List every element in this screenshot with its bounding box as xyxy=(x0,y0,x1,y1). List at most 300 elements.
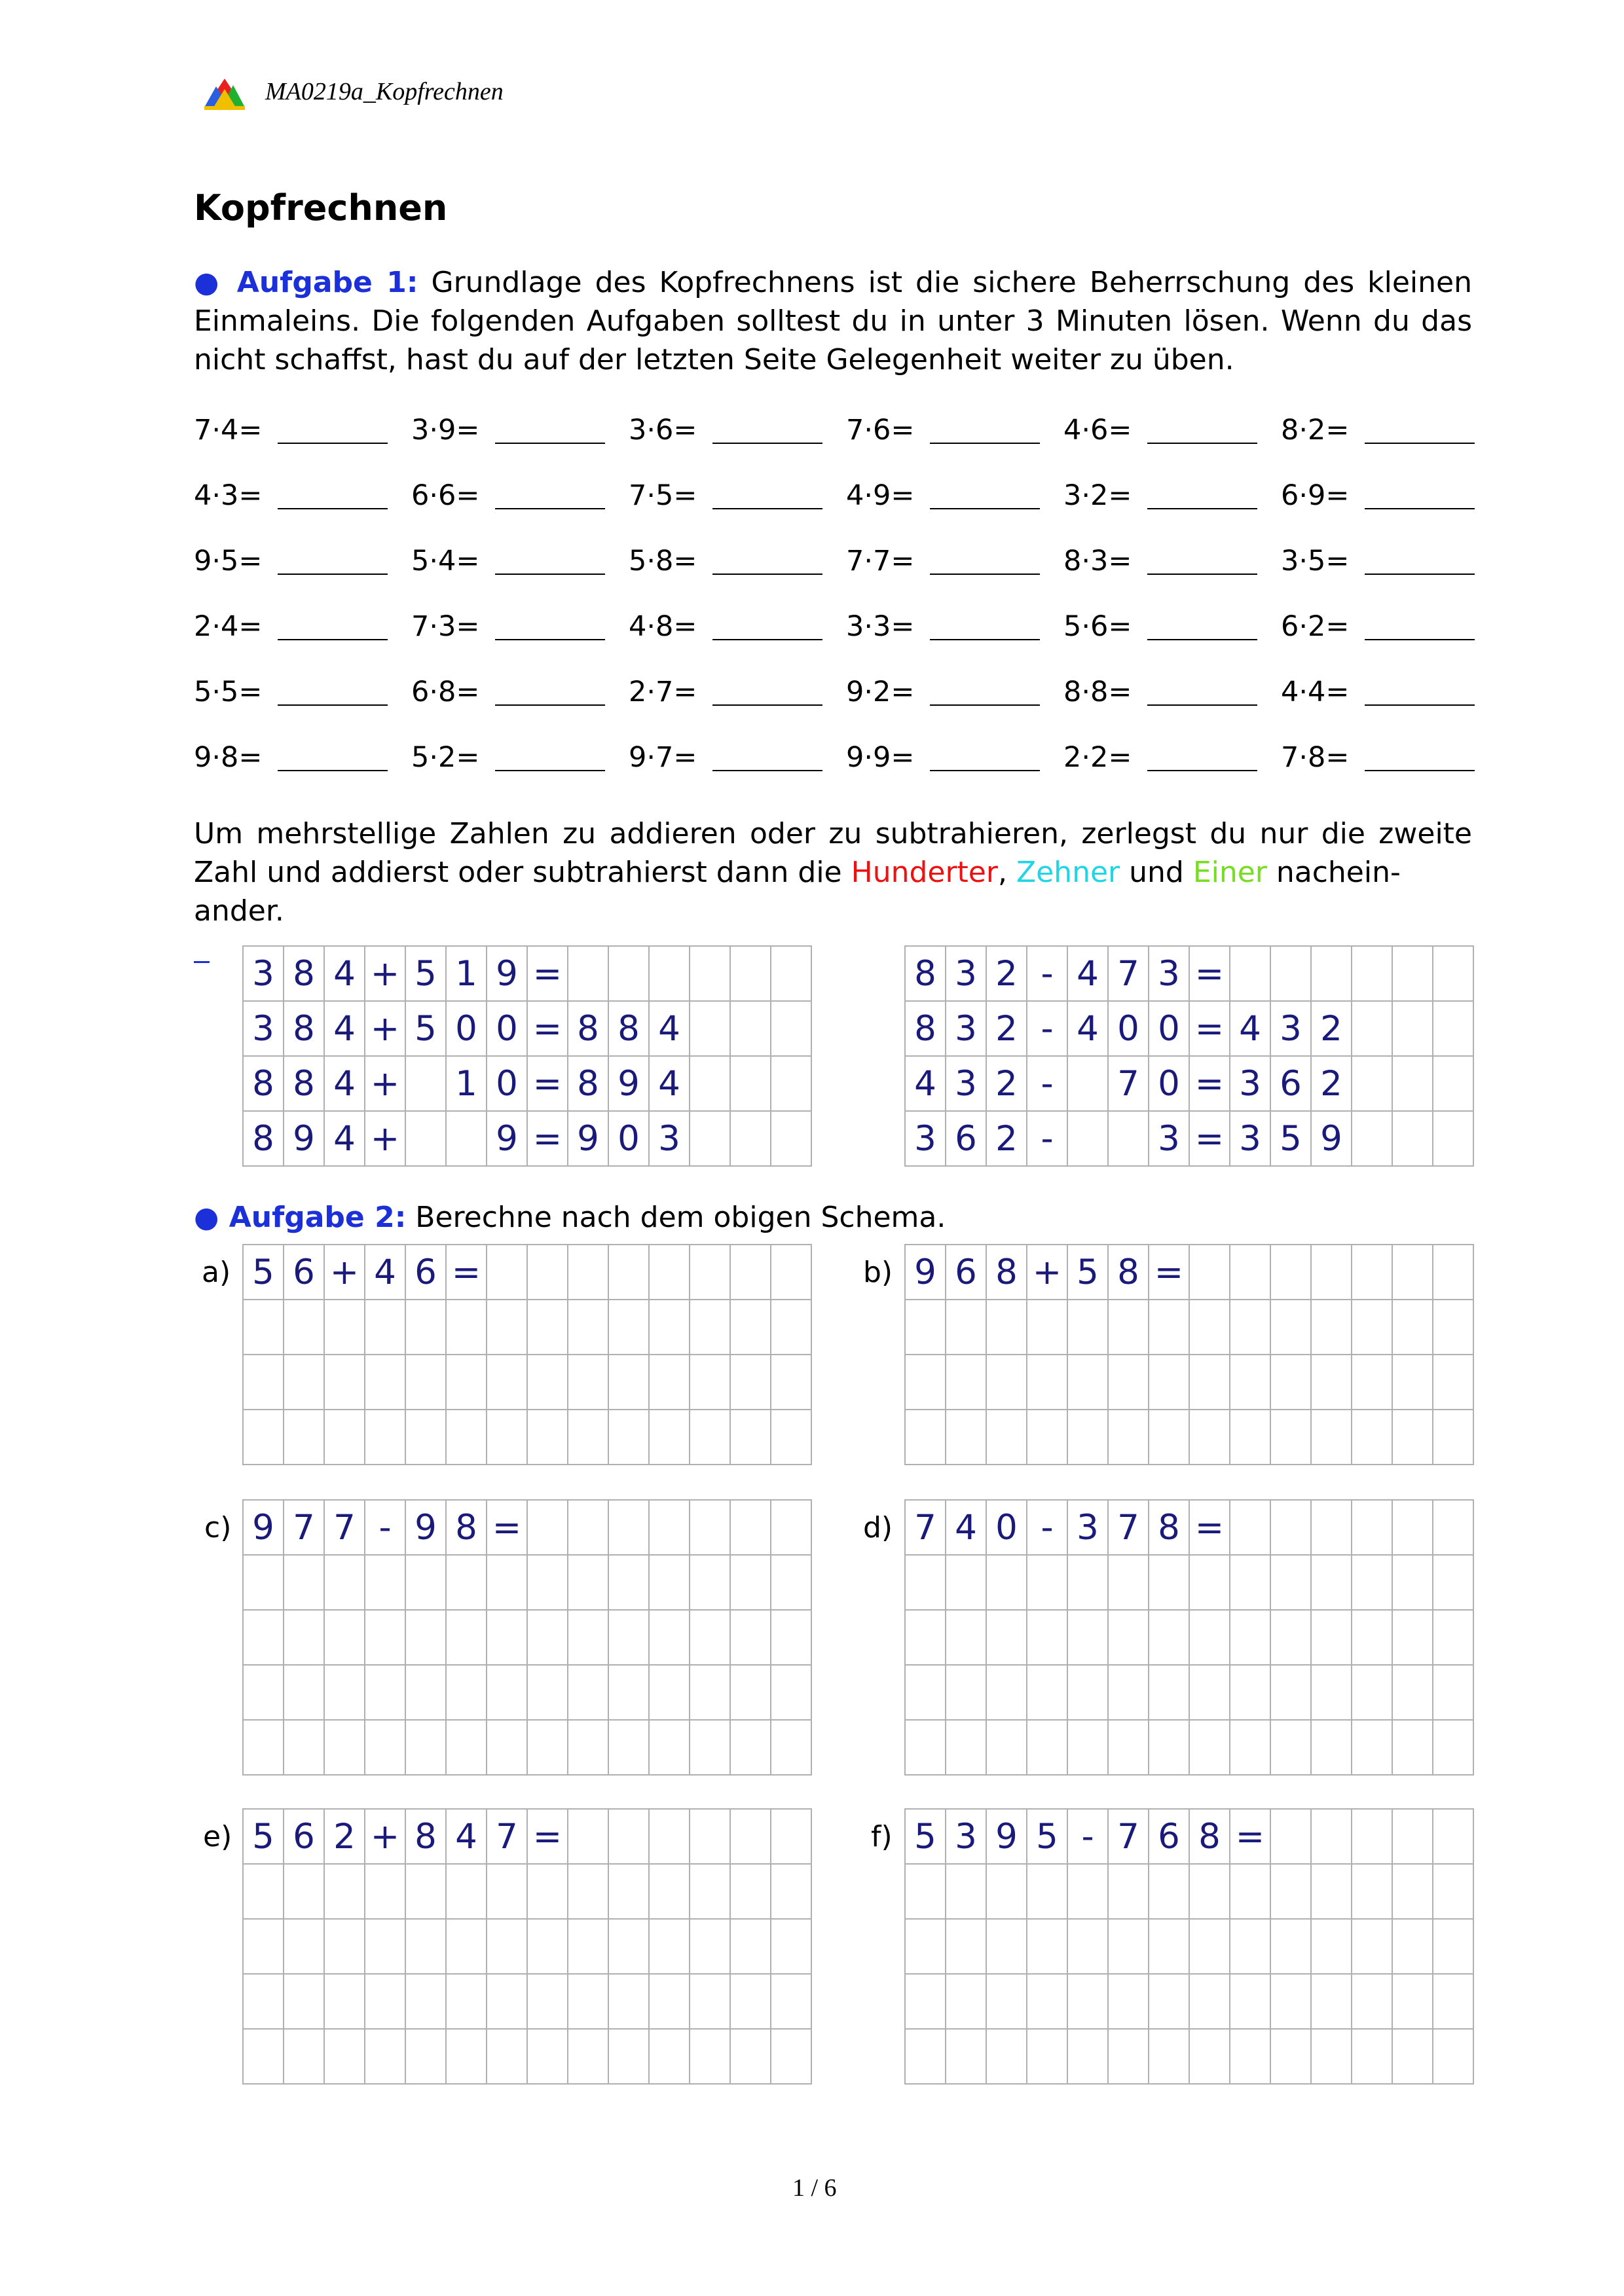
grid-cell[interactable] xyxy=(487,1864,527,1919)
grid-cell[interactable] xyxy=(730,2029,771,2084)
grid-cell[interactable] xyxy=(986,1300,1027,1355)
answer-blank[interactable] xyxy=(278,574,388,575)
grid-cell[interactable] xyxy=(446,1720,487,1775)
grid-cell[interactable] xyxy=(1433,1720,1473,1775)
grid-cell[interactable] xyxy=(1433,1355,1473,1410)
grid-cell[interactable] xyxy=(649,1864,690,1919)
grid-cell[interactable] xyxy=(986,1919,1027,1974)
grid-cell[interactable] xyxy=(1311,1555,1352,1610)
grid-cell[interactable] xyxy=(1270,1555,1311,1610)
grid-cell[interactable] xyxy=(284,1355,324,1410)
grid-cell[interactable] xyxy=(1189,1410,1230,1465)
grid-cell[interactable] xyxy=(1392,2029,1433,2084)
grid-cell[interactable] xyxy=(243,1919,284,1974)
grid-cell[interactable] xyxy=(1230,2029,1270,2084)
answer-blank[interactable] xyxy=(1365,508,1475,509)
grid-cell[interactable] xyxy=(324,1355,365,1410)
grid-cell[interactable] xyxy=(771,1300,811,1355)
grid-cell[interactable] xyxy=(568,2029,608,2084)
grid-cell[interactable] xyxy=(1352,1300,1392,1355)
grid-cell[interactable] xyxy=(1433,1919,1473,1974)
grid-cell[interactable] xyxy=(986,1555,1027,1610)
grid-cell[interactable] xyxy=(771,1355,811,1410)
answer-blank[interactable] xyxy=(712,508,822,509)
grid-cell[interactable] xyxy=(1027,1864,1067,1919)
grid-cell[interactable] xyxy=(946,1974,986,2029)
answer-blank[interactable] xyxy=(712,639,822,640)
grid-cell[interactable] xyxy=(1311,1300,1352,1355)
grid-cell[interactable] xyxy=(405,1410,446,1465)
answer-blank[interactable] xyxy=(712,704,822,706)
grid-cell[interactable] xyxy=(527,1355,568,1410)
grid-cell[interactable] xyxy=(324,1410,365,1465)
grid-cell[interactable] xyxy=(946,2029,986,2084)
grid-cell[interactable] xyxy=(1392,1355,1433,1410)
grid-cell[interactable] xyxy=(690,2029,730,2084)
grid-cell[interactable] xyxy=(284,1300,324,1355)
grid-cell[interactable] xyxy=(690,1864,730,1919)
grid-cell[interactable] xyxy=(649,1300,690,1355)
grid-cell[interactable] xyxy=(284,1720,324,1775)
grid-cell[interactable] xyxy=(1311,1864,1352,1919)
grid-cell[interactable] xyxy=(1311,1974,1352,2029)
grid-cell[interactable] xyxy=(243,2029,284,2084)
grid-cell[interactable] xyxy=(730,1864,771,1919)
grid-cell[interactable] xyxy=(1027,1919,1067,1974)
grid-cell[interactable] xyxy=(1149,1665,1189,1720)
grid-cell[interactable] xyxy=(1027,1355,1067,1410)
grid-cell[interactable] xyxy=(324,1665,365,1720)
answer-blank[interactable] xyxy=(930,574,1040,575)
grid-cell[interactable] xyxy=(771,1720,811,1775)
grid-cell[interactable] xyxy=(730,1720,771,1775)
grid-cell[interactable] xyxy=(730,1355,771,1410)
grid-cell[interactable] xyxy=(690,1610,730,1665)
grid-cell[interactable] xyxy=(527,1555,568,1610)
grid-cell[interactable] xyxy=(905,1300,946,1355)
grid-cell[interactable] xyxy=(487,1610,527,1665)
grid-cell[interactable] xyxy=(1392,1555,1433,1610)
grid-cell[interactable] xyxy=(1392,1974,1433,2029)
grid-cell[interactable] xyxy=(365,1919,405,1974)
grid-cell[interactable] xyxy=(284,1610,324,1665)
grid-cell[interactable] xyxy=(905,1974,946,2029)
grid-cell[interactable] xyxy=(608,1720,649,1775)
grid-cell[interactable] xyxy=(1149,1410,1189,1465)
grid-cell[interactable] xyxy=(1189,1665,1230,1720)
grid-cell[interactable] xyxy=(1230,1864,1270,1919)
grid-cell[interactable] xyxy=(986,1974,1027,2029)
grid-cell[interactable] xyxy=(1352,2029,1392,2084)
grid-cell[interactable] xyxy=(365,1555,405,1610)
grid-cell[interactable] xyxy=(1352,1355,1392,1410)
grid-cell[interactable] xyxy=(284,1919,324,1974)
answer-blank[interactable] xyxy=(930,770,1040,771)
grid-cell[interactable] xyxy=(568,1720,608,1775)
grid-cell[interactable] xyxy=(1067,1919,1108,1974)
grid-cell[interactable] xyxy=(405,1300,446,1355)
grid-cell[interactable] xyxy=(1433,1864,1473,1919)
grid-cell[interactable] xyxy=(1433,1410,1473,1465)
grid-cell[interactable] xyxy=(1027,1665,1067,1720)
grid-cell[interactable] xyxy=(946,1410,986,1465)
grid-cell[interactable] xyxy=(1189,1974,1230,2029)
grid-cell[interactable] xyxy=(568,1665,608,1720)
grid-cell[interactable] xyxy=(568,1300,608,1355)
grid-cell[interactable] xyxy=(1067,1720,1108,1775)
grid-cell[interactable] xyxy=(284,1665,324,1720)
grid-cell[interactable] xyxy=(446,1355,487,1410)
grid-cell[interactable] xyxy=(649,1974,690,2029)
grid-cell[interactable] xyxy=(1149,1864,1189,1919)
grid-cell[interactable] xyxy=(405,1864,446,1919)
grid-cell[interactable] xyxy=(365,1720,405,1775)
grid-cell[interactable] xyxy=(1027,1610,1067,1665)
answer-blank[interactable] xyxy=(278,639,388,640)
grid-cell[interactable] xyxy=(1027,1974,1067,2029)
answer-blank[interactable] xyxy=(495,443,605,444)
answer-blank[interactable] xyxy=(712,574,822,575)
grid-cell[interactable] xyxy=(1270,1300,1311,1355)
answer-blank[interactable] xyxy=(1147,443,1257,444)
grid-cell[interactable] xyxy=(527,1665,568,1720)
answer-blank[interactable] xyxy=(495,704,605,706)
grid-cell[interactable] xyxy=(1067,1610,1108,1665)
grid-cell[interactable] xyxy=(1149,1355,1189,1410)
grid-cell[interactable] xyxy=(946,1864,986,1919)
grid-cell[interactable] xyxy=(905,1610,946,1665)
grid-cell[interactable] xyxy=(946,1300,986,1355)
grid-cell[interactable] xyxy=(1149,1555,1189,1610)
grid-cell[interactable] xyxy=(527,1720,568,1775)
grid-cell[interactable] xyxy=(324,1974,365,2029)
answer-blank[interactable] xyxy=(1147,574,1257,575)
grid-cell[interactable] xyxy=(1027,1410,1067,1465)
grid-cell[interactable] xyxy=(446,1665,487,1720)
grid-cell[interactable] xyxy=(487,1410,527,1465)
grid-cell[interactable] xyxy=(487,1720,527,1775)
grid-cell[interactable] xyxy=(1108,1974,1149,2029)
grid-cell[interactable] xyxy=(487,1974,527,2029)
grid-cell[interactable] xyxy=(986,1665,1027,1720)
grid-cell[interactable] xyxy=(568,1410,608,1465)
grid-cell[interactable] xyxy=(365,2029,405,2084)
grid-cell[interactable] xyxy=(324,1300,365,1355)
grid-cell[interactable] xyxy=(1270,1355,1311,1410)
grid-cell[interactable] xyxy=(946,1610,986,1665)
grid-cell[interactable] xyxy=(1311,1665,1352,1720)
grid-cell[interactable] xyxy=(946,1720,986,1775)
grid-cell[interactable] xyxy=(568,1919,608,1974)
grid-cell[interactable] xyxy=(1230,1410,1270,1465)
answer-blank[interactable] xyxy=(1365,574,1475,575)
grid-cell[interactable] xyxy=(284,2029,324,2084)
grid-cell[interactable] xyxy=(284,1410,324,1465)
grid-cell[interactable] xyxy=(365,1610,405,1665)
grid-cell[interactable] xyxy=(1027,1720,1067,1775)
grid-cell[interactable] xyxy=(690,1720,730,1775)
grid-cell[interactable] xyxy=(527,1300,568,1355)
grid-cell[interactable] xyxy=(1311,2029,1352,2084)
grid-cell[interactable] xyxy=(568,1355,608,1410)
grid-cell[interactable] xyxy=(1433,1300,1473,1355)
grid-cell[interactable] xyxy=(324,1919,365,1974)
grid-cell[interactable] xyxy=(1392,1665,1433,1720)
grid-cell[interactable] xyxy=(243,1864,284,1919)
grid-cell[interactable] xyxy=(986,2029,1027,2084)
grid-cell[interactable] xyxy=(446,1300,487,1355)
grid-cell[interactable] xyxy=(405,1720,446,1775)
grid-cell[interactable] xyxy=(946,1355,986,1410)
grid-cell[interactable] xyxy=(1067,1864,1108,1919)
grid-cell[interactable] xyxy=(1230,1300,1270,1355)
grid-cell[interactable] xyxy=(1433,1555,1473,1610)
grid-cell[interactable] xyxy=(771,1410,811,1465)
answer-blank[interactable] xyxy=(1365,704,1475,706)
grid-cell[interactable] xyxy=(905,1919,946,1974)
grid-cell[interactable] xyxy=(365,1974,405,2029)
grid-cell[interactable] xyxy=(608,1919,649,1974)
grid-cell[interactable] xyxy=(1149,1300,1189,1355)
grid-cell[interactable] xyxy=(1189,1720,1230,1775)
grid-cell[interactable] xyxy=(649,1355,690,1410)
grid-cell[interactable] xyxy=(365,1355,405,1410)
grid-cell[interactable] xyxy=(608,1555,649,1610)
grid-cell[interactable] xyxy=(1392,1864,1433,1919)
answer-blank[interactable] xyxy=(930,443,1040,444)
grid-cell[interactable] xyxy=(771,1610,811,1665)
grid-cell[interactable] xyxy=(487,1555,527,1610)
grid-cell[interactable] xyxy=(649,2029,690,2084)
grid-cell[interactable] xyxy=(1230,1720,1270,1775)
answer-blank[interactable] xyxy=(930,704,1040,706)
grid-cell[interactable] xyxy=(527,1919,568,1974)
grid-cell[interactable] xyxy=(730,1410,771,1465)
grid-cell[interactable] xyxy=(527,1864,568,1919)
grid-cell[interactable] xyxy=(1230,1355,1270,1410)
grid-cell[interactable] xyxy=(446,1410,487,1465)
grid-cell[interactable] xyxy=(365,1300,405,1355)
grid-cell[interactable] xyxy=(1270,2029,1311,2084)
grid-cell[interactable] xyxy=(1149,1919,1189,1974)
grid-cell[interactable] xyxy=(1027,1555,1067,1610)
answer-blank[interactable] xyxy=(930,508,1040,509)
grid-cell[interactable] xyxy=(1311,1355,1352,1410)
grid-cell[interactable] xyxy=(405,1974,446,2029)
grid-cell[interactable] xyxy=(1433,2029,1473,2084)
grid-cell[interactable] xyxy=(1352,1720,1392,1775)
grid-cell[interactable] xyxy=(690,1665,730,1720)
grid-cell[interactable] xyxy=(1108,1300,1149,1355)
grid-cell[interactable] xyxy=(905,2029,946,2084)
grid-cell[interactable] xyxy=(608,1610,649,1665)
answer-blank[interactable] xyxy=(1147,704,1257,706)
grid-cell[interactable] xyxy=(1189,2029,1230,2084)
answer-blank[interactable] xyxy=(1147,639,1257,640)
grid-cell[interactable] xyxy=(243,1355,284,1410)
answer-blank[interactable] xyxy=(278,443,388,444)
grid-cell[interactable] xyxy=(284,1974,324,2029)
grid-cell[interactable] xyxy=(1230,1555,1270,1610)
grid-cell[interactable] xyxy=(1149,1610,1189,1665)
grid-cell[interactable] xyxy=(446,1974,487,2029)
grid-cell[interactable] xyxy=(690,1555,730,1610)
grid-cell[interactable] xyxy=(284,1555,324,1610)
answer-blank[interactable] xyxy=(278,770,388,771)
grid-cell[interactable] xyxy=(690,1410,730,1465)
grid-cell[interactable] xyxy=(1108,1665,1149,1720)
grid-cell[interactable] xyxy=(1270,1410,1311,1465)
grid-cell[interactable] xyxy=(365,1665,405,1720)
grid-cell[interactable] xyxy=(608,1864,649,1919)
grid-cell[interactable] xyxy=(243,1665,284,1720)
grid-cell[interactable] xyxy=(1392,1720,1433,1775)
grid-cell[interactable] xyxy=(527,1410,568,1465)
grid-cell[interactable] xyxy=(1270,1610,1311,1665)
grid-cell[interactable] xyxy=(1352,1610,1392,1665)
grid-cell[interactable] xyxy=(1270,1665,1311,1720)
grid-cell[interactable] xyxy=(771,1555,811,1610)
grid-cell[interactable] xyxy=(1433,1665,1473,1720)
grid-cell[interactable] xyxy=(446,1864,487,1919)
grid-cell[interactable] xyxy=(649,1665,690,1720)
grid-cell[interactable] xyxy=(487,1355,527,1410)
grid-cell[interactable] xyxy=(1270,1864,1311,1919)
grid-cell[interactable] xyxy=(986,1355,1027,1410)
grid-cell[interactable] xyxy=(690,1974,730,2029)
grid-cell[interactable] xyxy=(1067,1555,1108,1610)
grid-cell[interactable] xyxy=(1027,1300,1067,1355)
grid-cell[interactable] xyxy=(1067,1974,1108,2029)
grid-cell[interactable] xyxy=(1108,1864,1149,1919)
grid-cell[interactable] xyxy=(405,1665,446,1720)
grid-cell[interactable] xyxy=(771,1974,811,2029)
grid-cell[interactable] xyxy=(1352,1665,1392,1720)
answer-blank[interactable] xyxy=(1147,770,1257,771)
grid-cell[interactable] xyxy=(1067,1355,1108,1410)
grid-cell[interactable] xyxy=(243,1410,284,1465)
grid-cell[interactable] xyxy=(405,1355,446,1410)
grid-cell[interactable] xyxy=(905,1864,946,1919)
grid-cell[interactable] xyxy=(608,2029,649,2084)
answer-blank[interactable] xyxy=(1365,770,1475,771)
grid-cell[interactable] xyxy=(771,2029,811,2084)
grid-cell[interactable] xyxy=(1149,1720,1189,1775)
grid-cell[interactable] xyxy=(690,1919,730,1974)
grid-cell[interactable] xyxy=(243,1300,284,1355)
grid-cell[interactable] xyxy=(608,1974,649,2029)
grid-cell[interactable] xyxy=(986,1610,1027,1665)
grid-cell[interactable] xyxy=(568,1864,608,1919)
grid-cell[interactable] xyxy=(243,1610,284,1665)
grid-cell[interactable] xyxy=(324,1555,365,1610)
grid-cell[interactable] xyxy=(1108,2029,1149,2084)
grid-cell[interactable] xyxy=(1067,1665,1108,1720)
grid-cell[interactable] xyxy=(905,1555,946,1610)
grid-cell[interactable] xyxy=(405,1555,446,1610)
grid-cell[interactable] xyxy=(446,1555,487,1610)
grid-cell[interactable] xyxy=(1189,1300,1230,1355)
grid-cell[interactable] xyxy=(527,2029,568,2084)
grid-cell[interactable] xyxy=(487,1665,527,1720)
grid-cell[interactable] xyxy=(1067,2029,1108,2084)
grid-cell[interactable] xyxy=(730,1919,771,1974)
grid-cell[interactable] xyxy=(487,1919,527,1974)
grid-cell[interactable] xyxy=(1067,1410,1108,1465)
grid-cell[interactable] xyxy=(1270,1919,1311,1974)
grid-cell[interactable] xyxy=(905,1720,946,1775)
answer-blank[interactable] xyxy=(930,639,1040,640)
grid-cell[interactable] xyxy=(1108,1410,1149,1465)
grid-cell[interactable] xyxy=(1352,1864,1392,1919)
grid-cell[interactable] xyxy=(1108,1610,1149,1665)
grid-cell[interactable] xyxy=(608,1300,649,1355)
grid-cell[interactable] xyxy=(649,1720,690,1775)
grid-cell[interactable] xyxy=(1230,1919,1270,1974)
grid-cell[interactable] xyxy=(1149,1974,1189,2029)
grid-cell[interactable] xyxy=(649,1610,690,1665)
grid-cell[interactable] xyxy=(1311,1919,1352,1974)
grid-cell[interactable] xyxy=(1230,1610,1270,1665)
answer-blank[interactable] xyxy=(1365,639,1475,640)
grid-cell[interactable] xyxy=(243,1974,284,2029)
grid-cell[interactable] xyxy=(1189,1355,1230,1410)
answer-blank[interactable] xyxy=(495,508,605,509)
grid-cell[interactable] xyxy=(1027,2029,1067,2084)
grid-cell[interactable] xyxy=(487,1300,527,1355)
answer-blank[interactable] xyxy=(495,639,605,640)
grid-cell[interactable] xyxy=(405,1919,446,1974)
grid-cell[interactable] xyxy=(446,2029,487,2084)
grid-cell[interactable] xyxy=(986,1410,1027,1465)
grid-cell[interactable] xyxy=(1189,1610,1230,1665)
grid-cell[interactable] xyxy=(405,2029,446,2084)
grid-cell[interactable] xyxy=(1311,1610,1352,1665)
grid-cell[interactable] xyxy=(1352,1974,1392,2029)
grid-cell[interactable] xyxy=(324,1610,365,1665)
grid-cell[interactable] xyxy=(730,1974,771,2029)
answer-blank[interactable] xyxy=(1147,508,1257,509)
grid-cell[interactable] xyxy=(771,1665,811,1720)
grid-cell[interactable] xyxy=(1230,1665,1270,1720)
grid-cell[interactable] xyxy=(730,1300,771,1355)
answer-blank[interactable] xyxy=(495,770,605,771)
grid-cell[interactable] xyxy=(1352,1410,1392,1465)
grid-cell[interactable] xyxy=(1311,1720,1352,1775)
grid-cell[interactable] xyxy=(690,1355,730,1410)
grid-cell[interactable] xyxy=(730,1610,771,1665)
grid-cell[interactable] xyxy=(365,1410,405,1465)
grid-cell[interactable] xyxy=(690,1300,730,1355)
grid-cell[interactable] xyxy=(446,1919,487,1974)
grid-cell[interactable] xyxy=(1392,1410,1433,1465)
grid-cell[interactable] xyxy=(649,1919,690,1974)
grid-cell[interactable] xyxy=(1392,1610,1433,1665)
grid-cell[interactable] xyxy=(1352,1555,1392,1610)
grid-cell[interactable] xyxy=(946,1665,986,1720)
grid-cell[interactable] xyxy=(771,1864,811,1919)
grid-cell[interactable] xyxy=(1352,1919,1392,1974)
grid-cell[interactable] xyxy=(324,2029,365,2084)
grid-cell[interactable] xyxy=(1433,1974,1473,2029)
grid-cell[interactable] xyxy=(771,1919,811,1974)
grid-cell[interactable] xyxy=(568,1610,608,1665)
grid-cell[interactable] xyxy=(608,1410,649,1465)
grid-cell[interactable] xyxy=(487,2029,527,2084)
answer-blank[interactable] xyxy=(712,443,822,444)
grid-cell[interactable] xyxy=(1270,1974,1311,2029)
grid-cell[interactable] xyxy=(946,1919,986,1974)
